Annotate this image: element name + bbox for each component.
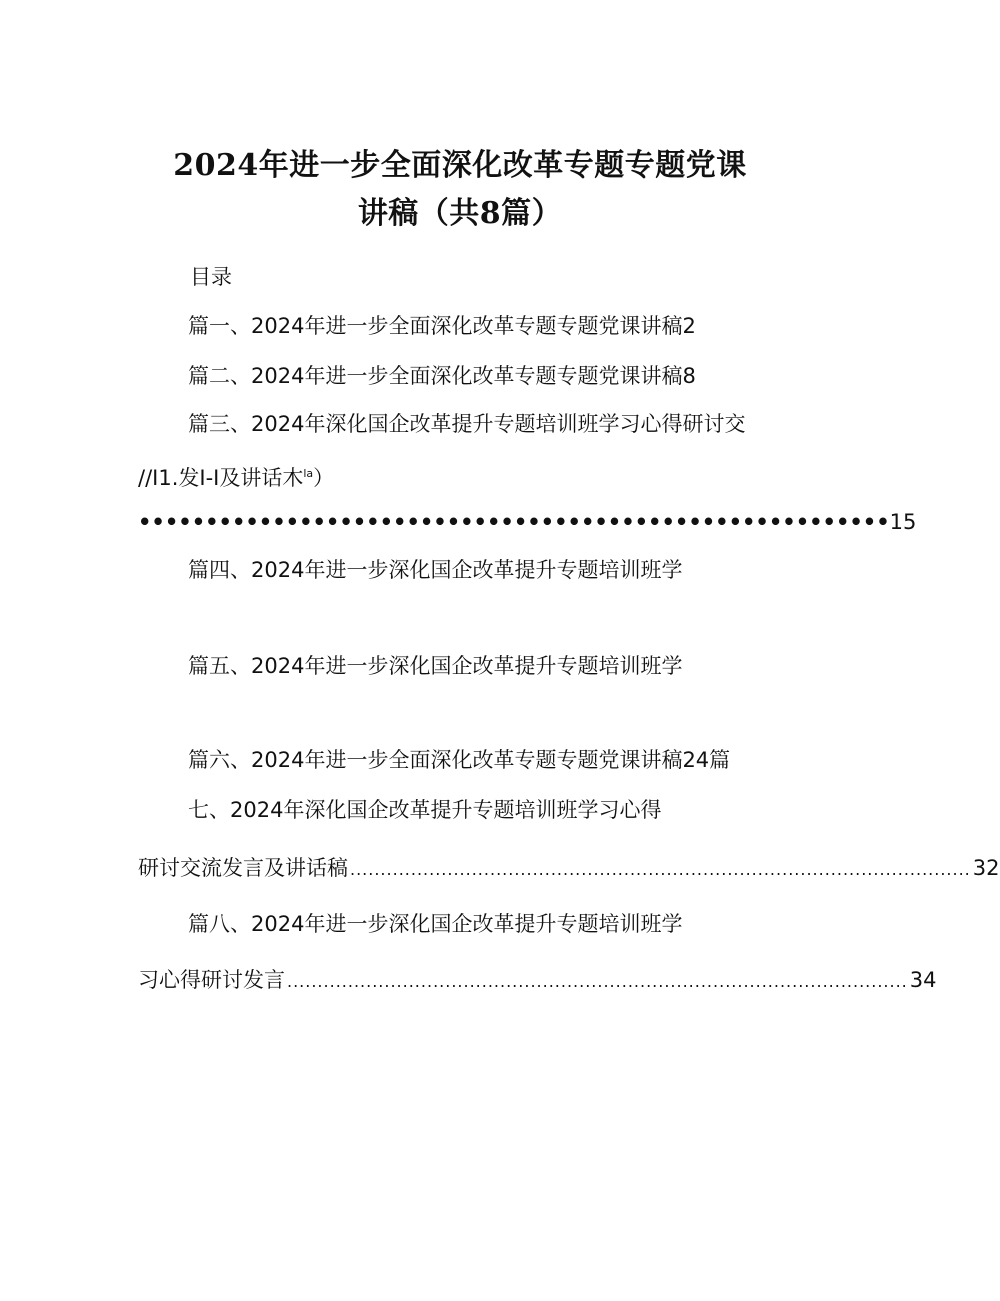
toc-entry-5: 篇五、2024年进一步深化国企改革提升专题培训班学	[188, 654, 683, 678]
toc-heading: 目录	[190, 265, 232, 289]
toc-entry-8-line-1: 篇八、2024年进一步深化国企改革提升专题培训班学	[188, 912, 683, 936]
toc-entry-1: 篇一、2024年进一步全面深化改革专题专题党课讲稿2	[188, 314, 696, 338]
toc-entry-7-line-1: 七、2024年深化国企改革提升专题培训班学习心得	[188, 798, 662, 822]
toc-entry-2: 篇二、2024年进一步全面深化改革专题专题党课讲稿8	[188, 364, 696, 388]
toc-entry-8-page: 34	[909, 968, 937, 992]
document-title-line-2: 讲稿（共8篇）	[357, 196, 563, 231]
toc-entry-4: 篇四、2024年进一步深化国企改革提升专题培训班学	[188, 558, 683, 582]
toc-entry-8-leader: ......................................................................................................	[287, 972, 908, 991]
toc-entry-6: 篇六、2024年进一步全面深化改革专题专题党课讲稿24篇	[188, 748, 731, 772]
toc-entry-7-leader: ......................................................................................................	[350, 860, 971, 879]
toc-entry-3-line-2-end: ）	[313, 466, 335, 490]
toc-entry-7-line-2-text: 研讨交流发言及讲话稿	[138, 856, 348, 880]
document-title-line-1: 2024年进一步全面深化改革专题专题党课	[173, 148, 747, 183]
toc-entry-8-line-2-text: 习心得研讨发言	[138, 968, 285, 992]
toc-entry-8-line-2	[138, 966, 937, 996]
toc-entry-3-superscript: la	[303, 467, 314, 480]
toc-entry-3-line-2-text: //I1.发I-I及讲话木	[138, 466, 304, 490]
toc-entry-3-page: 15	[889, 510, 917, 534]
toc-entry-3-leader-line	[138, 508, 916, 536]
toc-entry-3-line-1: 篇三、2024年深化国企改革提升专题培训班学习心得研讨交	[188, 412, 746, 436]
toc-entry-3-dots: ••••••••••••••••••••••••••••••••••••••••••••••••••••••••	[138, 510, 890, 534]
toc-entry-3-line-2	[138, 460, 334, 492]
toc-entry-7-line-2	[138, 854, 1000, 884]
toc-entry-7-page: 32	[972, 856, 1000, 880]
